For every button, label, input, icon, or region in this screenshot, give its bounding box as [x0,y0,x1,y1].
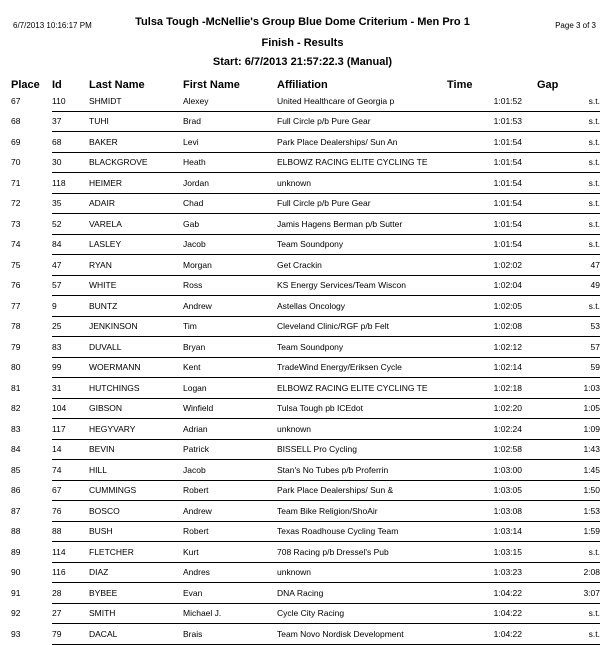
cell-last-name: BUSH [89,521,183,542]
cell-first-name: Michael J. [183,603,277,624]
cell-place: 85 [11,464,21,475]
cell-time: 1:01:54 [447,234,522,255]
cell-time: 1:02:20 [447,398,522,419]
report-subtitle: Finish - Results [261,37,344,49]
cell-last-name: SMITH [89,603,183,624]
cell-time: 1:02:18 [447,378,522,399]
cell-id: 99 [52,357,89,378]
cell-id: 104 [52,398,89,419]
cell-last-name: BAKER [89,132,183,153]
cell-gap: 1:50 [522,480,600,501]
cell-first-name: Ross [183,275,277,296]
cell-affiliation: BISSELL Pro Cycling [277,439,447,460]
cell-first-name: Winfield [183,398,277,419]
cell-gap: 1:45 [522,460,600,481]
cell-affiliation: Park Place Dealerships/ Sun & [277,480,447,501]
cell-id: 37 [52,111,89,132]
cell-place: 67 [11,96,21,106]
cell-first-name: Chad [183,193,277,214]
cell-affiliation: Team Soundpony [277,337,447,358]
cell-first-name: Jacob [183,234,277,255]
cell-place: 89 [11,546,21,557]
cell-id: 30 [52,152,89,173]
cell-id: 68 [52,132,89,153]
cell-time: 1:04:22 [447,603,522,624]
cell-gap: s.t. [522,603,600,624]
cell-affiliation: Texas Roadhouse Cycling Team [277,521,447,542]
cell-id: 31 [52,378,89,399]
cell-id: 52 [52,214,89,235]
cell-affiliation: Full Circle p/b Pure Gear [277,193,447,214]
cell-affiliation: unknown [277,562,447,583]
column-header-affiliation: Affiliation [277,79,328,91]
cell-time: 1:02:05 [447,296,522,317]
cell-first-name: Adrian [183,419,277,440]
cell-affiliation: Stan's No Tubes p/b Proferrin [277,460,447,481]
cell-affiliation: Astellas Oncology [277,296,447,317]
table-row [11,214,600,235]
cell-place: 69 [11,136,21,147]
cell-first-name: Andres [183,562,277,583]
cell-gap: s.t. [522,173,600,194]
cell-first-name: Andrew [183,296,277,317]
cell-affiliation: Tulsa Tough pb ICEdot [277,398,447,419]
cell-first-name: Robert [183,480,277,501]
cell-time: 1:02:12 [447,337,522,358]
cell-id: 47 [52,255,89,276]
cell-gap: s.t. [522,296,600,317]
cell-first-name: Heath [183,152,277,173]
cell-last-name: SHMIDT [89,91,183,111]
cell-gap: 1:43 [522,439,600,460]
table-row [11,152,600,173]
cell-place: 76 [11,280,21,291]
cell-affiliation: Team Bike Religion/ShoAir [277,501,447,522]
cell-place: 80 [11,362,21,373]
cell-time: 1:01:54 [447,214,522,235]
cell-last-name: HILL [89,460,183,481]
cell-first-name: Jordan [183,173,277,194]
cell-last-name: HEGYVARY [89,419,183,440]
cell-gap: s.t. [522,193,600,214]
cell-place: 88 [11,526,21,537]
cell-affiliation: Cycle City Racing [277,603,447,624]
table-row [11,234,600,255]
cell-affiliation: unknown [277,419,447,440]
cell-place: 70 [11,157,21,168]
cell-first-name: Kent [183,357,277,378]
cell-time: 1:03:15 [447,542,522,563]
cell-first-name: Alexey [183,91,277,111]
cell-time: 1:01:54 [447,132,522,153]
cell-id: 35 [52,193,89,214]
table-row [11,583,600,604]
cell-first-name: Brais [183,624,277,645]
cell-first-name: Brad [183,111,277,132]
cell-affiliation: Team Novo Nordisk Development [277,624,447,645]
cell-place: 73 [11,218,21,229]
cell-last-name: VARELA [89,214,183,235]
cell-first-name: Bryan [183,337,277,358]
cell-first-name: Kurt [183,542,277,563]
cell-last-name: CUMMINGS [89,480,183,501]
cell-time: 1:03:05 [447,480,522,501]
cell-time: 1:01:54 [447,152,522,173]
table-row [11,419,600,440]
cell-last-name: WHITE [89,275,183,296]
cell-first-name: Evan [183,583,277,604]
cell-affiliation: unknown [277,173,447,194]
cell-last-name: HEIMER [89,173,183,194]
cell-time: 1:02:24 [447,419,522,440]
cell-last-name: TUHI [89,111,183,132]
table-row [11,91,600,111]
cell-gap: s.t. [522,234,600,255]
cell-id: 110 [52,91,89,111]
cell-id: 83 [52,337,89,358]
cell-gap: 53 [522,316,600,337]
cell-gap: 2:08 [522,562,600,583]
cell-id: 27 [52,603,89,624]
cell-place: 84 [11,444,21,455]
cell-time: 1:03:23 [447,562,522,583]
cell-gap: 57 [522,337,600,358]
table-row [11,521,600,542]
cell-gap: s.t. [522,152,600,173]
cell-id: 74 [52,460,89,481]
results-table [11,73,600,645]
table-row [11,337,600,358]
cell-id: 79 [52,624,89,645]
cell-place: 68 [11,116,21,127]
cell-time: 1:04:22 [447,583,522,604]
cell-affiliation: ELBOWZ RACING ELITE CYCLING TE [277,378,447,399]
cell-time: 1:03:00 [447,460,522,481]
cell-first-name: Patrick [183,439,277,460]
cell-time: 1:03:14 [447,521,522,542]
cell-first-name: Tim [183,316,277,337]
cell-affiliation: Get Crackin [277,255,447,276]
cell-first-name: Robert [183,521,277,542]
table-row [11,562,600,583]
cell-place: 91 [11,587,21,598]
column-header-gap: Gap [537,79,559,91]
cell-place: 83 [11,423,21,434]
table-row [11,542,600,563]
cell-place: 78 [11,321,21,332]
cell-first-name: Jacob [183,460,277,481]
table-header-row [11,73,600,91]
cell-id: 9 [52,296,89,317]
cell-place: 79 [11,341,21,352]
printed-timestamp: 6/7/2013 10:16:17 PM [13,21,92,30]
table-row [11,378,600,399]
column-header-last-name: Last Name [89,79,145,91]
cell-affiliation: DNA Racing [277,583,447,604]
cell-place: 92 [11,608,21,619]
cell-last-name: JENKINSON [89,316,183,337]
cell-last-name: BEVIN [89,439,183,460]
cell-time: 1:02:02 [447,255,522,276]
cell-gap: s.t. [522,542,600,563]
cell-affiliation: United Healthcare of Georgia p [277,91,447,111]
cell-first-name: Levi [183,132,277,153]
cell-id: 118 [52,173,89,194]
column-header-place: Place [11,79,40,91]
cell-place: 77 [11,300,21,311]
cell-time: 1:02:04 [447,275,522,296]
table-row [11,398,600,419]
cell-gap: s.t. [522,624,600,645]
cell-gap: 3:07 [522,583,600,604]
cell-place: 72 [11,198,21,209]
table-row [11,316,600,337]
cell-gap: s.t. [522,111,600,132]
cell-last-name: HUTCHINGS [89,378,183,399]
cell-place: 93 [11,628,21,639]
cell-first-name: Gab [183,214,277,235]
table-row [11,501,600,522]
table-row [11,480,600,501]
cell-gap: 47 [522,255,600,276]
cell-first-name: Morgan [183,255,277,276]
table-row [11,275,600,296]
cell-last-name: DUVALL [89,337,183,358]
cell-time: 1:03:08 [447,501,522,522]
table-row [11,460,600,481]
cell-last-name: BOSCO [89,501,183,522]
table-row [11,111,600,132]
cell-last-name: BLACKGROVE [89,152,183,173]
cell-last-name: RYAN [89,255,183,276]
column-header-first-name: First Name [183,79,240,91]
cell-gap: 59 [522,357,600,378]
cell-first-name: Andrew [183,501,277,522]
cell-id: 57 [52,275,89,296]
table-row [11,173,600,194]
cell-time: 1:01:53 [447,111,522,132]
table-row [11,603,600,624]
cell-affiliation: ELBOWZ RACING ELITE CYCLING TE [277,152,447,173]
cell-time: 1:01:54 [447,193,522,214]
cell-place: 86 [11,485,21,496]
cell-id: 25 [52,316,89,337]
cell-gap: s.t. [522,132,600,153]
cell-last-name: ADAIR [89,193,183,214]
cell-last-name: DACAL [89,624,183,645]
cell-affiliation: Team Soundpony [277,234,447,255]
cell-gap: s.t. [522,91,600,111]
table-row [11,439,600,460]
table-row [11,357,600,378]
cell-affiliation: Full Circle p/b Pure Gear [277,111,447,132]
column-header-time: Time [447,79,473,91]
table-row [11,193,600,214]
cell-place: 74 [11,239,21,250]
cell-id: 28 [52,583,89,604]
cell-gap: 49 [522,275,600,296]
report-title: Tulsa Tough -McNellie's Group Blue Dome Criterium - Men Pro 1 [135,16,470,28]
cell-last-name: GIBSON [89,398,183,419]
cell-id: 84 [52,234,89,255]
cell-id: 67 [52,480,89,501]
cell-last-name: WOERMANN [89,357,183,378]
cell-gap: 1:09 [522,419,600,440]
cell-time: 1:01:54 [447,173,522,194]
cell-affiliation: Park Place Dealerships/ Sun An [277,132,447,153]
cell-gap: 1:53 [522,501,600,522]
cell-gap: 1:05 [522,398,600,419]
cell-time: 1:04:22 [447,624,522,645]
column-header-id: Id [52,79,62,91]
cell-place: 90 [11,567,21,578]
cell-id: 76 [52,501,89,522]
cell-affiliation: KS Energy Services/Team Wiscon [277,275,447,296]
cell-id: 88 [52,521,89,542]
cell-time: 1:01:52 [447,91,522,111]
cell-place: 82 [11,403,21,414]
table-row [11,296,600,317]
cell-gap: s.t. [522,214,600,235]
cell-gap: 1:59 [522,521,600,542]
cell-affiliation: Jamis Hagens Berman p/b Sutter [277,214,447,235]
cell-place: 81 [11,382,21,393]
cell-affiliation: TradeWind Energy/Eriksen Cycle [277,357,447,378]
page-number: Page 3 of 3 [555,21,596,30]
cell-id: 116 [52,562,89,583]
cell-last-name: BYBEE [89,583,183,604]
cell-time: 1:02:14 [447,357,522,378]
cell-first-name: Logan [183,378,277,399]
cell-time: 1:02:58 [447,439,522,460]
cell-id: 14 [52,439,89,460]
cell-time: 1:02:08 [447,316,522,337]
cell-last-name: LASLEY [89,234,183,255]
cell-affiliation: Cleveland Clinic/RGF p/b Felt [277,316,447,337]
table-row [11,132,600,153]
cell-last-name: FLETCHER [89,542,183,563]
cell-gap: 1:03 [522,378,600,399]
cell-affiliation: 708 Racing p/b Dressel's Pub [277,542,447,563]
cell-last-name: DIAZ [89,562,183,583]
cell-place: 71 [11,177,21,188]
start-time: Start: 6/7/2013 21:57:22.3 (Manual) [212,56,393,68]
cell-id: 114 [52,542,89,563]
cell-last-name: BUNTZ [89,296,183,317]
cell-place: 75 [11,259,21,270]
cell-place: 87 [11,505,21,516]
table-row [11,255,600,276]
cell-id: 117 [52,419,89,440]
